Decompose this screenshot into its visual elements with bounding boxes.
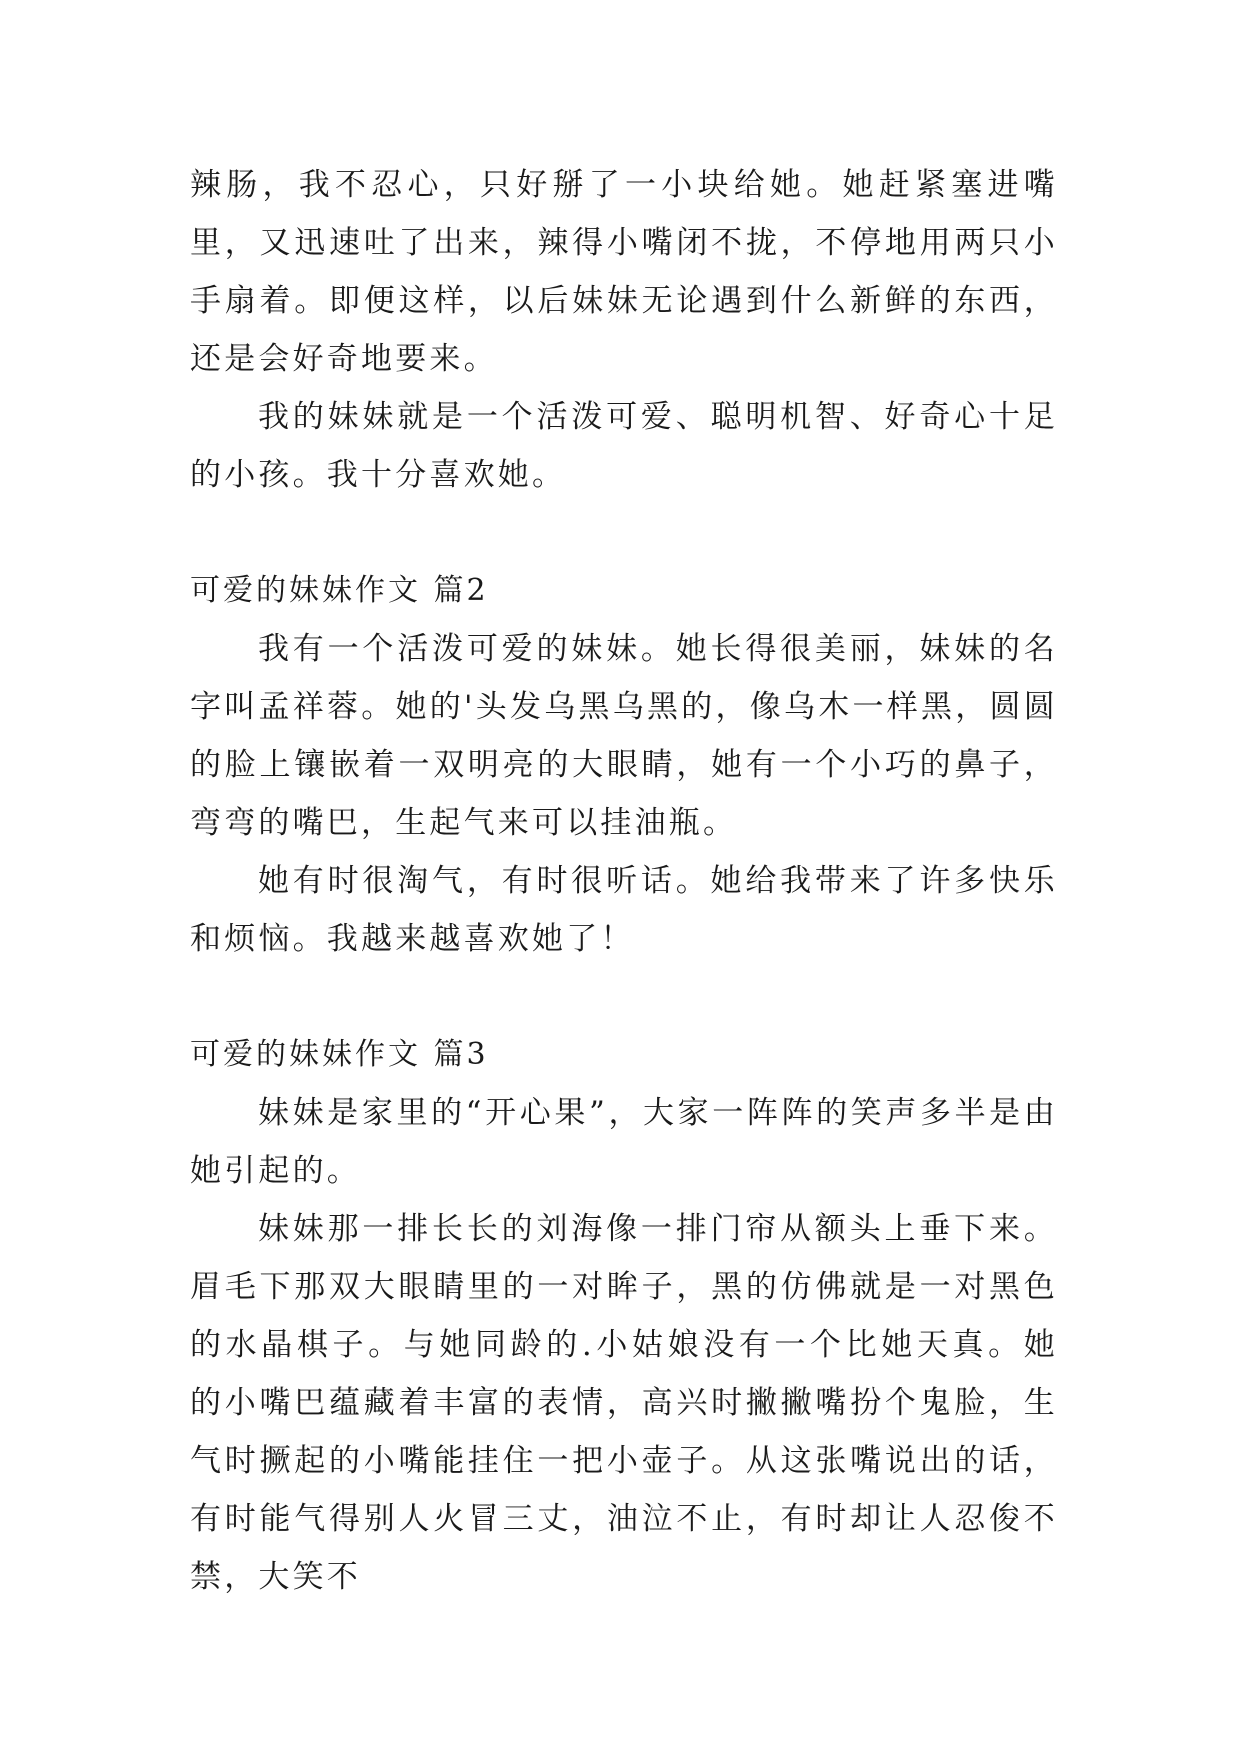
paragraph-continuation: 辣肠，我不忍心，只好掰了一小块给她。她赶紧塞进嘴里，又迅速吐了出来，辣得小嘴闭不拢，不停地用两只小手扇着。即便这样，以后妹妹无论遇到什么新鲜的东西，还是会好奇地要来。 bbox=[190, 167, 1058, 377]
document-page bbox=[190, 156, 1058, 1606]
section-heading-2: 可爱的妹妹作文 篇2 bbox=[190, 573, 489, 608]
paragraph-feelings: 她有时很淘气，有时很听话。她给我带来了许多快乐和烦恼。我越来越喜欢她了！ bbox=[190, 863, 1058, 957]
paragraph-description: 我有一个活泼可爱的妹妹。她长得很美丽，妹妹的名字叫孟祥蓉。她的'头发乌黑乌黑的，像乌木一样黑，圆圆的脸上镶嵌着一双明亮的大眼睛，她有一个小巧的鼻子，弯弯的嘴巴，生起气来可以挂油瓶。 bbox=[190, 631, 1058, 841]
paragraph-intro: 妹妹是家里的“开心果”，大家一阵阵的笑声多半是由她引起的。 bbox=[190, 1095, 1058, 1189]
paragraph-conclusion: 我的妹妹就是一个活泼可爱、聪明机智、好奇心十足的小孩。我十分喜欢她。 bbox=[190, 399, 1058, 493]
section-heading-3: 可爱的妹妹作文 篇3 bbox=[190, 1037, 489, 1072]
paragraph-appearance: 妹妹那一排长长的刘海像一排门帘从额头上垂下来。眉毛下那双大眼睛里的一对眸子，黑的仿佛就是一对黑色的水晶棋子。与她同龄的.小姑娘没有一个比她天真。她的小嘴巴蕴藏着丰富的表情，高兴时撇撇嘴扮个鬼脸，生气时撅起的小嘴能挂住一把小壶子。从这张嘴说出的话，有时能气得别人火冒三丈，油泣不止，有时却让人忍俊不禁，大笑不 bbox=[190, 1211, 1058, 1595]
